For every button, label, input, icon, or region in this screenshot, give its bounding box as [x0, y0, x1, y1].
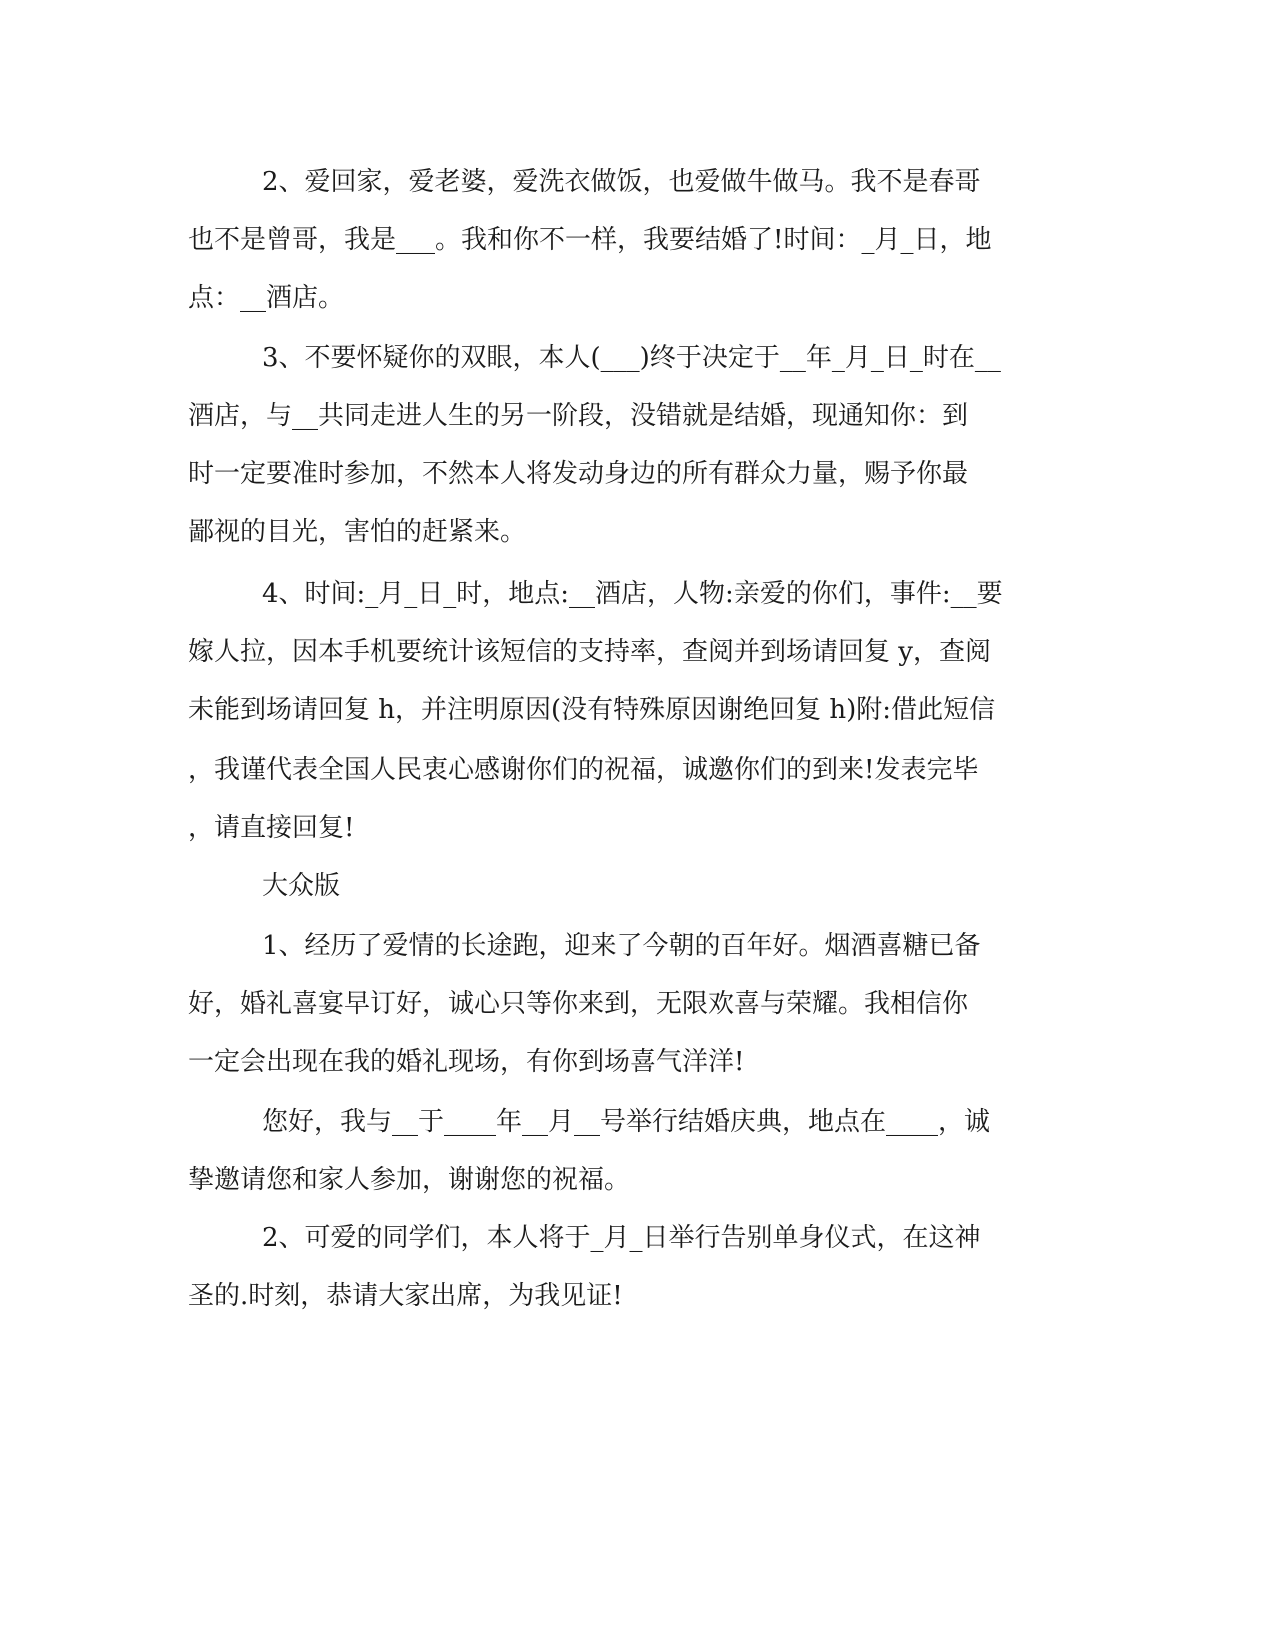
- text-line: 点：__酒店。: [188, 283, 345, 313]
- text-line: 圣的.时刻，恭请大家出席，为我见证!: [188, 1281, 623, 1311]
- text-line: 未能到场请回复 h，并注明原因(没有特殊原因谢绝回复 h)附:借此短信: [188, 695, 996, 725]
- text-line: 2、爱回家，爱老婆，爱洗衣做饭，也爱做牛做马。我不是春哥: [262, 167, 981, 197]
- section-heading: 大众版: [262, 871, 341, 901]
- text-line: 酒店，与__共同走进人生的另一阶段，没错就是结婚，现通知你：到: [188, 401, 969, 431]
- text-line: 时一定要准时参加，不然本人将发动身边的所有群众力量，赐予你最: [188, 459, 969, 489]
- text-line: 1、经历了爱情的长途跑，迎来了今朝的百年好。烟酒喜糖已备: [262, 931, 981, 961]
- text-line: 一定会出现在我的婚礼现场，有你到场喜气洋洋!: [188, 1047, 745, 1077]
- text-line: 您好，我与__于____年__月__号举行结婚庆典，地点在____，诚: [262, 1107, 991, 1137]
- text-line: ，请直接回复!: [188, 813, 355, 843]
- text-line: 2、可爱的同学们，本人将于_月_日举行告别单身仪式，在这神: [262, 1223, 981, 1253]
- text-line: ，我谨代表全国人民衷心感谢你们的祝福，诚邀你们的到来!发表完毕: [188, 755, 979, 785]
- text-line: 嫁人拉，因本手机要统计该短信的支持率，查阅并到场请回复 y，查阅: [188, 637, 991, 667]
- text-line: 3、不要怀疑你的双眼，本人(___)终于决定于__年_月_日_时在__: [262, 343, 1001, 373]
- text-line: 好，婚礼喜宴早订好，诚心只等你来到，无限欢喜与荣耀。我相信你: [188, 989, 969, 1019]
- text-line: 4、时间:_月_日_时，地点:__酒店，人物:亲爱的你们，事件:__要: [262, 579, 1003, 609]
- text-line: 鄙视的目光，害怕的赶紧来。: [188, 517, 527, 547]
- text-line: 挚邀请您和家人参加，谢谢您的祝福。: [188, 1165, 631, 1195]
- text-line: 也不是曾哥，我是___。我和你不一样，我要结婚了!时间：_月_日，地: [188, 225, 992, 255]
